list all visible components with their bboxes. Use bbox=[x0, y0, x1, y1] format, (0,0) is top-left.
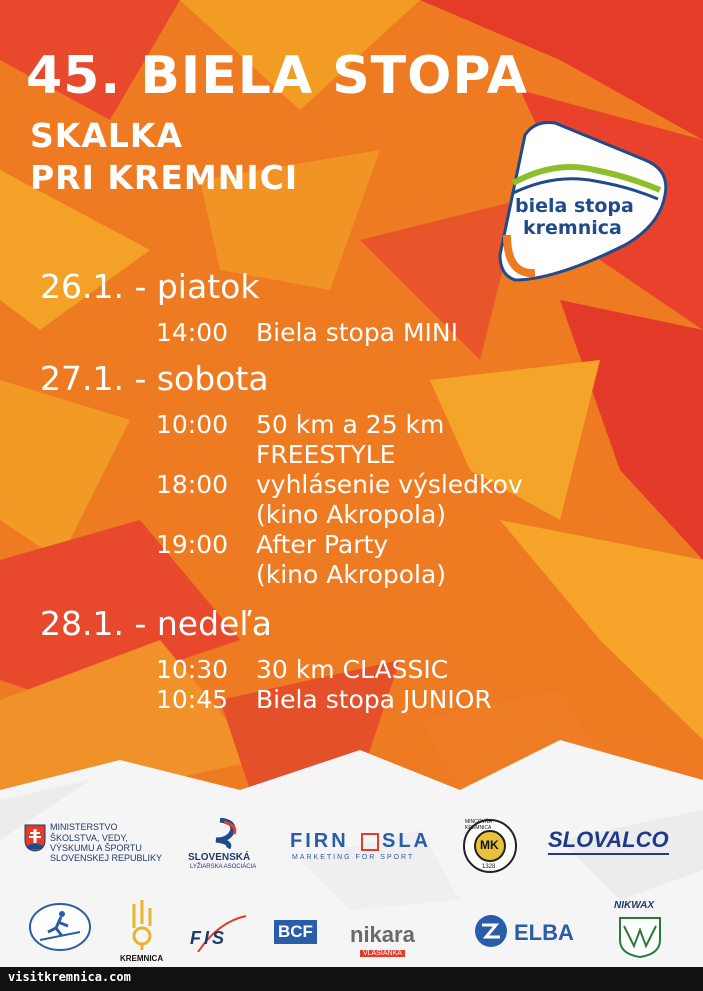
sponsor-sla bbox=[186, 818, 266, 874]
firn-name-2: SLA bbox=[382, 830, 431, 852]
firn-tagline: MARKETING FOR SPORT bbox=[292, 854, 415, 861]
sponsor-bcf: BCF bbox=[274, 920, 317, 944]
sla-name: SLOVENSKÁ bbox=[188, 852, 251, 863]
ministry-line4: SLOVENSKEJ REPUBLIKY bbox=[50, 853, 163, 863]
sponsor-elba bbox=[474, 912, 584, 952]
nikara-subtitle: VLAŠIANKA bbox=[360, 950, 405, 957]
slovak-coat-of-arms-icon bbox=[24, 824, 46, 852]
ministry-line3: VÝSKUMU A ŠPORTU bbox=[50, 843, 142, 853]
event-location-line1: SKALKA bbox=[30, 116, 184, 155]
mincovna-year: 1328 bbox=[482, 864, 496, 870]
event-title: 45. BIELA STOPA bbox=[26, 46, 528, 106]
sponsor-mincovna bbox=[462, 818, 518, 874]
event-time: 18:00 bbox=[156, 470, 229, 499]
event-name-line2: (kino Akropola) bbox=[256, 500, 447, 529]
event-name: Biela stopa MINI bbox=[256, 318, 458, 347]
sponsor-firnsla bbox=[290, 830, 440, 864]
sponsor-fis bbox=[188, 912, 248, 952]
event-time: 10:45 bbox=[156, 685, 229, 714]
event-name-line2: (kino Akropola) bbox=[256, 560, 447, 589]
event-name: After Party bbox=[256, 530, 389, 559]
skier-icon bbox=[28, 902, 92, 952]
event-time: 19:00 bbox=[156, 530, 229, 559]
firn-name: FIRN bbox=[290, 830, 349, 852]
nikwax-shield-icon bbox=[618, 916, 662, 958]
sla-emblem-icon bbox=[202, 818, 242, 850]
day-heading-friday: 26.1. - piatok bbox=[40, 267, 260, 306]
event-name: Biela stopa JUNIOR bbox=[256, 685, 492, 714]
ministry-line1: MINISTERSTVO bbox=[50, 822, 118, 832]
day-heading-saturday: 27.1. - sobota bbox=[40, 359, 269, 398]
mincovna-mk: MK bbox=[480, 838, 499, 852]
logo-text-line1: biela stopa bbox=[515, 195, 634, 217]
sponsor-nikara bbox=[350, 920, 440, 960]
sponsor-ministry bbox=[24, 820, 174, 868]
event-name-line2: FREESTYLE bbox=[256, 440, 396, 469]
logo-text-line2: kremnica bbox=[523, 217, 622, 239]
event-time: 10:30 bbox=[156, 655, 229, 684]
kremnica-label: KREMNICA bbox=[120, 954, 164, 963]
day-heading-sunday: 28.1. - nedeľa bbox=[40, 604, 272, 643]
firn-box-icon bbox=[361, 833, 379, 851]
fis-name: FIS bbox=[190, 928, 228, 948]
event-time: 14:00 bbox=[156, 318, 229, 347]
event-time: 10:00 bbox=[156, 410, 229, 439]
sponsor-slovalco: SLOVALCO bbox=[548, 827, 669, 855]
nikwax-name: NIKWAX bbox=[614, 900, 654, 911]
mincovna-ring-text: MINCOVŇA KREMNICA bbox=[465, 819, 492, 831]
elba-name: ELBA bbox=[514, 920, 574, 945]
event-name: 30 km CLASSIC bbox=[256, 655, 449, 684]
sponsor-nikwax bbox=[608, 900, 672, 962]
event-name: 50 km a 25 km bbox=[256, 410, 445, 439]
biela-stopa-logo bbox=[495, 115, 675, 290]
sla-subtitle: LYŽIARSKA ASOCIÁCIA bbox=[190, 864, 257, 870]
event-name: vyhlásenie výsledkov bbox=[256, 470, 523, 499]
elba-logo-icon bbox=[474, 914, 508, 948]
nikara-name: nikara bbox=[350, 922, 415, 947]
footer-url[interactable]: visitkremnica.com bbox=[8, 970, 131, 984]
sponsor-ski-club-logo bbox=[28, 902, 92, 952]
ministry-line2: ŠKOLSTVA, VEDY, bbox=[50, 833, 128, 843]
sponsor-kremnica bbox=[118, 898, 168, 966]
event-location-line2: PRI KREMNICI bbox=[30, 158, 299, 197]
kremnica-emblem-icon bbox=[118, 898, 168, 950]
